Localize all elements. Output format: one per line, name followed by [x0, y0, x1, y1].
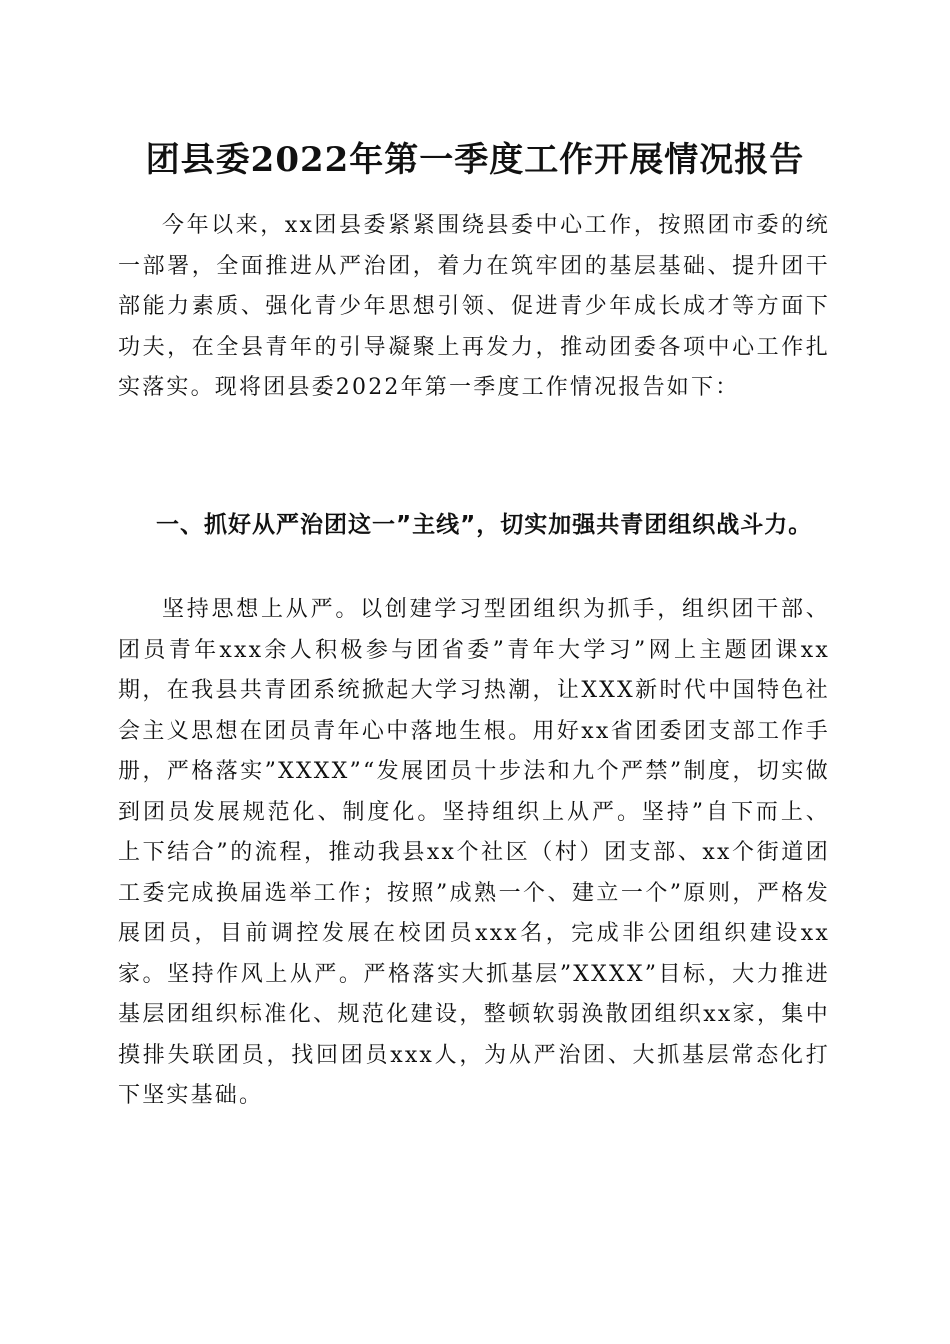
document-title: 团县委2022年第一季度工作开展情况报告 — [145, 140, 805, 180]
section-1-heading: 一、抓好从严治团这一”主线”，切实加强共青团组织战斗力。 — [156, 512, 813, 538]
intro-paragraph: 今年以来，xx团县委紧紧围绕县委中心工作，按照团市委的统一部署，全面推进从严治团，着力在筑牢团的基层基础、提升团干部能力素质、强化青少年思想引领、促进青少年成长成才等方面下功夫，在全县青年的引导凝聚上再发力，推动团委各项中心工作扎实落实。现将团县委2022年第一季度工作情况报告如下： — [118, 213, 830, 400]
section-1-paragraph: 坚持思想上从严。以创建学习型团组织为抓手，组织团干部、团员青年xxx余人积极参与团省委”青年大学习”网上主题团课xx期，在我县共青团系统掀起大学习热潮，让XXX新时代中国特色社会主义思想在团员青年心中落地生根。用好xx省团委团支部工作手册，严格落实”XXXX”“发展团员十步法和九个严禁”制度，切实做到团员发展规范化、制度化。坚持组织上从严。坚持”自下而上、上下结合”的流程，推动我县xx个社区（村）团支部、xx个街道团工委完成换届选举工作；按照”成熟一个、建立一个”原则，严格发展团员，目前调控发展在校团员xxx名，完成非公团组织建设xx家。坚持作风上从严。严格落实大抓基层”XXXX”目标，大力推进基层团组织标准化、规范化建设，整顿软弱涣散团组织xx家，集中摸排失联团员，找回团员xxx人，为从严治团、大抓基层常态化打下坚实基础。 — [118, 597, 830, 1108]
